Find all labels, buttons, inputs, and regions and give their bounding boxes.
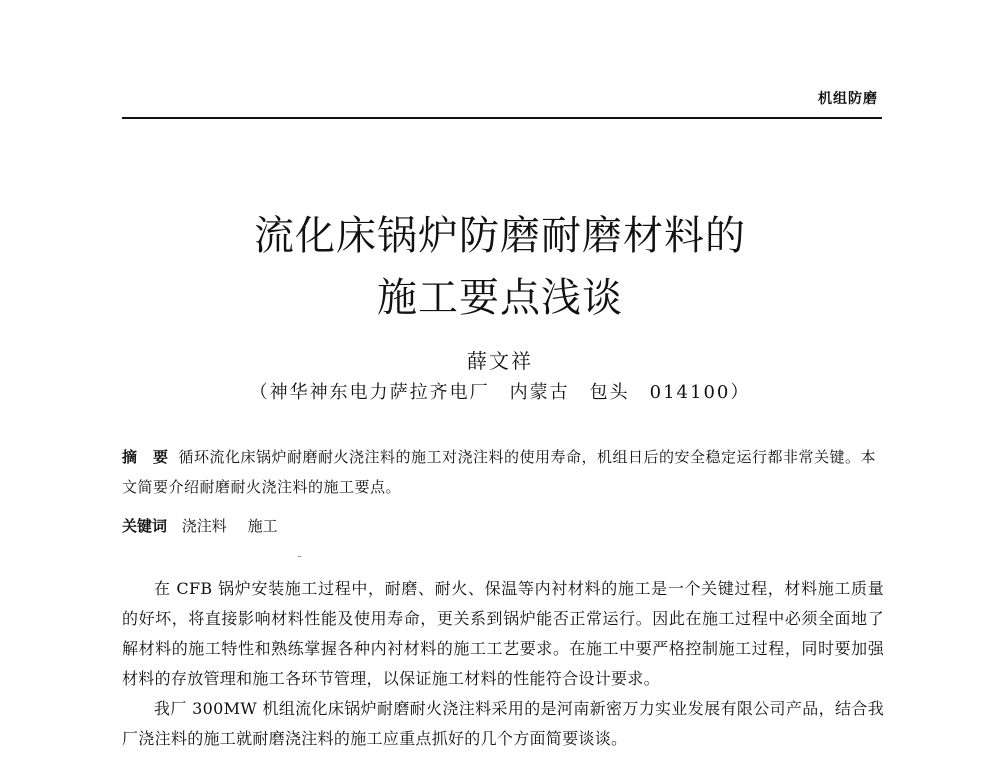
body-paragraph: 我厂 300MW 机组流化床锅炉耐磨耐火浇注料采用的是河南新密万力实业发展有限公司产品，结合我厂浇注料的施工就耐磨浇注料的施工应重点抓好的几个方面简要谈谈。 <box>122 699 884 748</box>
abstract <box>122 442 884 502</box>
body-text <box>122 574 884 754</box>
title-line-1: 流化床锅炉防磨耐磨材料的 <box>254 213 746 259</box>
title-line-2: 施工要点浅谈 <box>377 275 623 321</box>
affiliation-postcode: 014100 <box>649 382 731 403</box>
author-name: 薛文祥 <box>467 349 533 373</box>
author-affiliation <box>0 378 1000 404</box>
scan-dot <box>298 556 301 557</box>
affiliation-close-paren: ） <box>730 382 751 403</box>
affiliation-organization: 神华神东电力萨拉齐电厂 <box>269 382 490 403</box>
abstract-text: 循环流化床锅炉耐磨耐火浇注料的施工对浇注料的使用寿命，机组日后的安全稳定运行都非常关键。本文简要介绍耐磨耐火浇注料的施工要点。 <box>122 448 877 496</box>
keyword-item: 浇注料 <box>181 517 227 535</box>
abstract-label: 摘 要 <box>122 448 169 466</box>
body-paragraph: 在 CFB 锅炉安装施工过程中，耐磨、耐火、保温等内衬材料的施工是一个关键过程，材料施工质量的好坏，将直接影响材料性能及使用寿命，更关系到锅炉能否正常运行。因此在施工过程中必须全面地了解材料的施工特性和熟练掌握各种内衬材料的施工工艺要求。在施工中要严格控制施工过程，同时要加强材料的存放管理和施工各环节管理，以保证施工材料的性能符合设计要求。 <box>122 579 884 688</box>
article-title <box>0 205 1000 329</box>
keywords-label: 关键词 <box>122 517 168 535</box>
affiliation-city: 包头 <box>589 382 630 403</box>
keywords <box>122 514 884 538</box>
affiliation-region: 内蒙古 <box>509 382 570 403</box>
header-rule <box>122 117 882 119</box>
affiliation-open-paren: （ <box>249 382 270 403</box>
running-header: 机组防磨 <box>818 91 878 107</box>
keyword-item: 施工 <box>247 517 278 535</box>
